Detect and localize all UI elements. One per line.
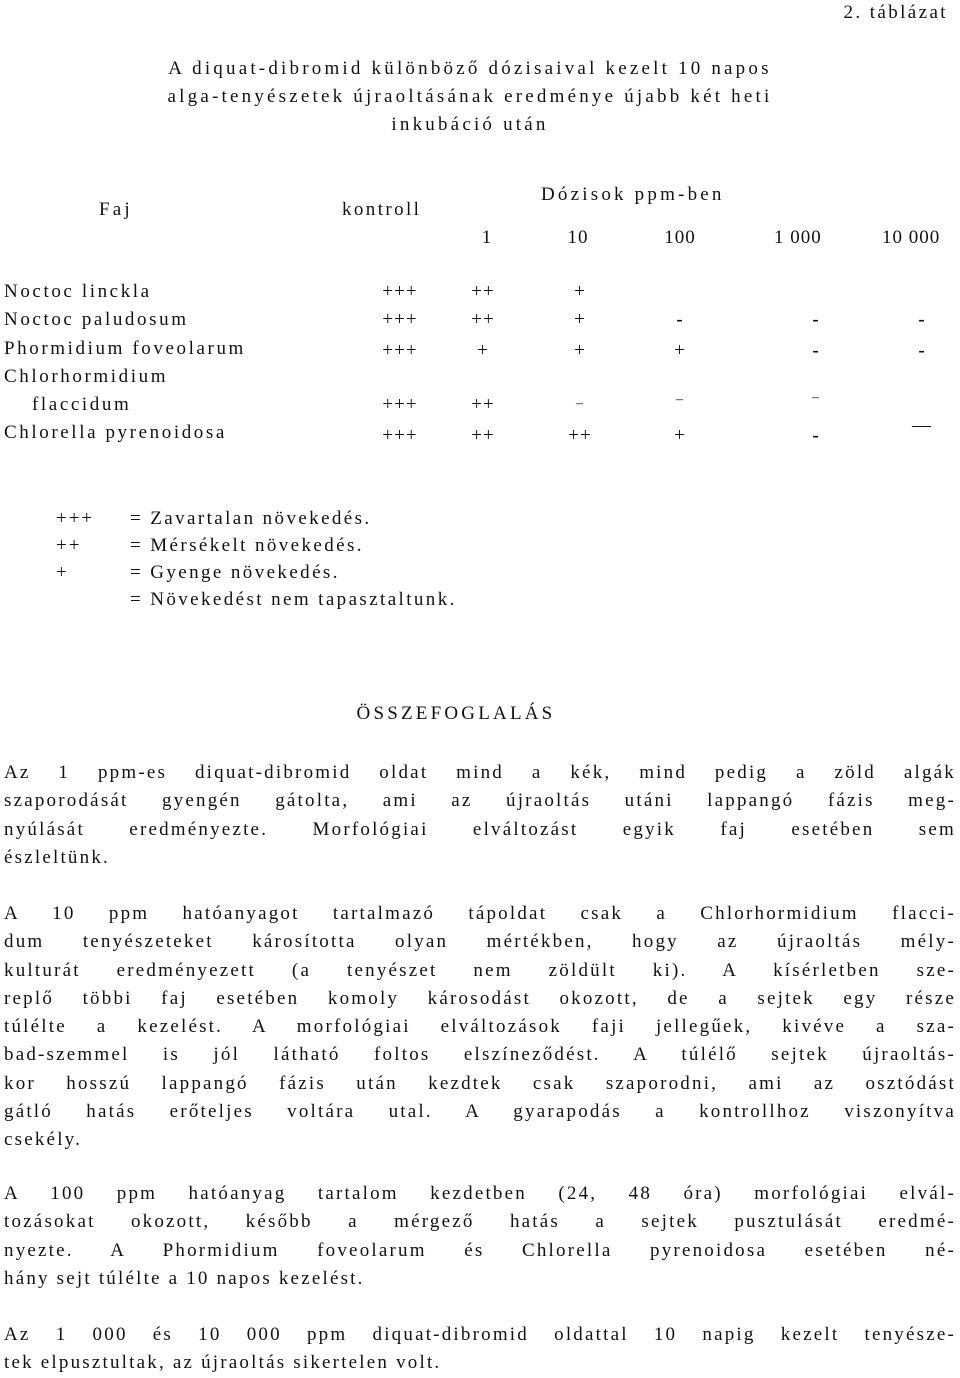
- species-name: Chlorella pyrenoidosa: [4, 422, 227, 443]
- cell-dose-10: –: [576, 396, 584, 411]
- paragraph-line: gátló hatás erőteljes voltára utal. A gyarapodás a kontrollhoz viszonyítva: [4, 1101, 956, 1123]
- paragraph-line: Az 1 000 és 10 000 ppm diquat-dibromid oldattal 10 napig kezelt tenyésze-: [4, 1324, 956, 1345]
- cell-dose-10: ++: [568, 425, 592, 446]
- legend-text: = Mérsékelt növekedés.: [130, 535, 364, 556]
- table-caption-line-3: inkubáció után: [391, 114, 549, 135]
- paragraph-line: szaporodását gyengén gátolta, ami az újraoltás utáni lappangó fázis meg-: [4, 790, 956, 812]
- cell-dose-1000: -: [812, 309, 820, 330]
- cell-dose-10000: -: [918, 309, 926, 330]
- table-number-label: 2. táblázat: [843, 2, 948, 23]
- paragraph-line: észleltünk.: [4, 846, 110, 868]
- paragraph-line: nyezte. A Phormidium foveolarum és Chlorella pyrenoidosa esetében né-: [4, 1239, 956, 1261]
- dose-header-1: 1: [481, 227, 493, 248]
- summary-paragraph-3: [4, 1180, 956, 1293]
- legend-text: = Növekedést nem tapasztaltunk.: [130, 589, 457, 610]
- table-caption-line-1: A diquat-dibromid különböző dózisaival kezelt 10 napos: [168, 58, 772, 79]
- legend-symbol: +: [56, 562, 69, 583]
- paragraph-line: kor hosszú lappangó fázis után kezdtek csak szaporodni, ami az osztódást: [4, 1072, 956, 1094]
- cell-dose-1: +: [477, 340, 489, 361]
- cell-kontroll: +++: [382, 309, 418, 330]
- cell-dose-10: +: [574, 309, 586, 330]
- column-header-dozisok: Dózisok ppm-ben: [541, 184, 725, 205]
- cell-dose-100: +: [674, 425, 686, 446]
- cell-dose-1000: -: [812, 340, 820, 361]
- summary-paragraph-4: [4, 1321, 956, 1378]
- summary-title: ÖSSZEFOGLALÁS: [356, 703, 556, 724]
- legend-symbol: +++: [56, 508, 95, 529]
- legend-text: = Gyenge növekedés.: [130, 562, 340, 583]
- dose-header-100: 100: [664, 227, 696, 248]
- paragraph-line: tek elpusztultak, az újraoltás sikertelen volt.: [4, 1352, 442, 1374]
- cell-dose-10: +: [574, 340, 586, 361]
- cell-dose-1000: -: [812, 425, 820, 446]
- dose-header-10: 10: [567, 227, 589, 248]
- paragraph-line: Az 1 ppm-es diquat-dibromid oldat mind a kék, mind pedig a zöld algák: [4, 762, 956, 783]
- column-header-kontroll: kontroll: [342, 199, 422, 220]
- paragraph-line: replő többi faj esetében komoly károsodást okozott, de a sejtek egy része: [4, 987, 956, 1009]
- cell-dose-1: ++: [471, 309, 495, 330]
- paragraph-line: A 100 ppm hatóanyag tartalom kezdetben (24, 48 óra) morfológiai elvál-: [4, 1183, 956, 1204]
- paragraph-line: bad-szemmel is jól látható foltos elszíneződést. A túlélő sejtek újraoltás-: [4, 1044, 956, 1066]
- cell-kontroll: +++: [382, 281, 418, 302]
- cell-dose-100: +: [674, 340, 686, 361]
- paragraph-line: dum tenyészeteket károsította olyan mértékben, hogy az újraoltás mély-: [4, 931, 956, 953]
- legend-text: = Zavartalan növekedés.: [130, 508, 372, 529]
- cell-dose-1000: –: [812, 390, 820, 405]
- dose-header-10000: 10 000: [882, 227, 941, 248]
- paragraph-line: tozásokat okozott, később a mérgező hatás a sejtek pusztulását eredmé-: [4, 1211, 956, 1233]
- cell-kontroll: +++: [382, 394, 418, 415]
- table-caption-line-2: alga-tenyészetek újraoltásának eredménye újabb két heti: [167, 86, 773, 107]
- paragraph-line: A 10 ppm hatóanyagot tartalmazó tápoldat csak a Chlorhormidium flacci-: [4, 903, 956, 924]
- paragraph-line: kulturát eredményezett (a tenyészet nem zöldült ki). A kísérletben sze-: [4, 959, 956, 981]
- cell-dose-10: +: [574, 281, 586, 302]
- species-name: Chlorhormidium: [4, 366, 169, 387]
- species-name: Phormidium foveolarum: [4, 338, 246, 359]
- paragraph-line: hány sejt túlélte a 10 napos kezelést.: [4, 1267, 365, 1289]
- dose-header-1000: 1 000: [774, 227, 822, 248]
- cell-dose-1: ++: [471, 281, 495, 302]
- cell-dose-1: ++: [471, 394, 495, 415]
- species-name: Noctoc paludosum: [4, 309, 189, 330]
- summary-paragraph-1: [4, 759, 956, 872]
- species-name: Noctoc linckla: [4, 281, 152, 302]
- cell-kontroll: +++: [382, 425, 418, 446]
- cell-dose-1: ++: [471, 425, 495, 446]
- species-name-continued: flaccidum: [32, 394, 132, 415]
- cell-dose-10000: —: [912, 415, 932, 436]
- cell-dose-100: –: [676, 392, 684, 407]
- cell-dose-100: -: [676, 309, 684, 330]
- paragraph-line: nyúlását eredményezte. Morfológiai elváltozást egyik faj esetében sem: [4, 818, 956, 840]
- cell-dose-10000: -: [918, 340, 926, 361]
- column-header-faj: Faj: [99, 199, 133, 220]
- summary-paragraph-2: [4, 900, 956, 1155]
- paragraph-line: csekély.: [4, 1129, 83, 1151]
- legend-symbol: ++: [56, 535, 82, 556]
- paragraph-line: túlélte a kezelést. A morfológiai elváltozások faji jellegűek, kivéve a sza-: [4, 1016, 956, 1038]
- cell-kontroll: +++: [382, 340, 418, 361]
